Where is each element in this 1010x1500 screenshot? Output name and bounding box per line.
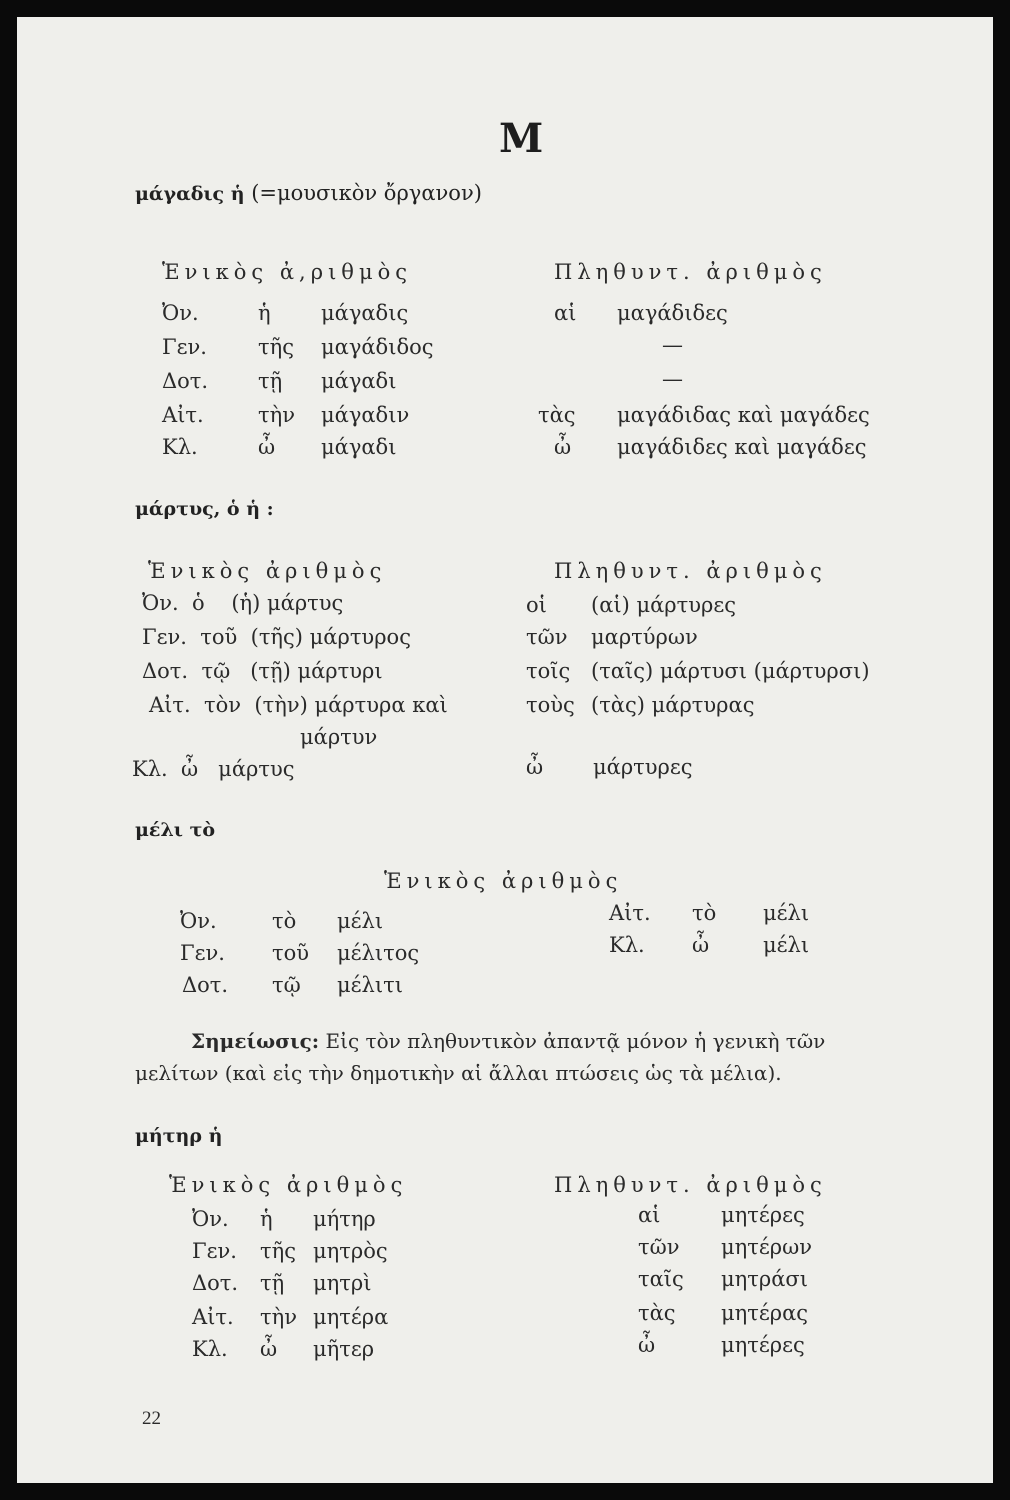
case-label: Γεν. <box>162 335 207 359</box>
plural-article: αἱ <box>554 301 577 325</box>
singular-form: μητρὸς <box>313 1239 388 1263</box>
plural-article: ὦ <box>554 435 572 459</box>
plural-article: τοὺς <box>526 693 575 717</box>
page-number: 22 <box>142 1408 161 1429</box>
entry-lemma: μέλι τὸ <box>135 819 216 841</box>
singular-row: Κλ. ὦ μάρτυς <box>132 757 295 781</box>
plural-article: τῶν <box>638 1235 680 1259</box>
singular-form: μάγαδις <box>321 301 409 325</box>
article: ἡ <box>258 301 271 325</box>
article: τῆς <box>260 1239 296 1263</box>
article: τὸ <box>692 901 717 925</box>
plural-title: Πληθυντ. ἀριθμὸς <box>554 260 827 284</box>
plural-article: τοῖς <box>526 659 571 683</box>
plural-form: μητέρες <box>721 1203 805 1227</box>
page <box>17 17 993 1483</box>
plural-title: Πληθυντ. ἀριθμὸς <box>554 559 827 583</box>
singular-continuation: μάρτυν <box>300 725 378 749</box>
plural-article: αἱ <box>638 1203 661 1227</box>
singular-form: μάγαδιν <box>321 403 410 427</box>
entry-gloss: (=μουσικὸν ὄργανον) <box>251 181 482 205</box>
plural-form: μαγάδιδες <box>617 301 728 325</box>
plural-article: τῶν <box>526 625 568 649</box>
article: τὸ <box>272 909 297 933</box>
plural-form-dash: — <box>662 367 683 391</box>
case-label: Αἰτ. <box>609 901 651 925</box>
plural-article: τὰς <box>538 403 576 427</box>
plural-form: μητέρες <box>721 1333 805 1357</box>
singular-row: Αἰτ. τὸν (τὴν) μάρτυρα καὶ <box>149 693 448 717</box>
note-line <box>191 1029 825 1053</box>
case-label: Δοτ. <box>162 369 209 393</box>
article: ὦ <box>260 1337 278 1361</box>
plural-form: μητέρας <box>721 1301 809 1325</box>
singular-form: μέλι <box>337 909 384 933</box>
entry-heading <box>135 181 482 205</box>
case-label: Κλ. <box>192 1337 228 1361</box>
plural-article: ταῖς <box>638 1267 684 1291</box>
case-label: Κλ. <box>609 933 645 957</box>
case-label: Γεν. <box>192 1239 237 1263</box>
plural-form: μάρτυρες <box>593 755 693 779</box>
plural-form: μαγάδιδες καὶ μαγάδες <box>617 435 867 459</box>
plural-article: τὰς <box>638 1301 676 1325</box>
case-label: Δοτ. <box>182 973 229 997</box>
singular-form: μέλιτος <box>337 941 420 965</box>
case-label: Αἰτ. <box>162 403 204 427</box>
plural-article: οἱ <box>526 593 547 617</box>
singular-form: μῆτερ <box>313 1337 375 1361</box>
plural-form-dash: — <box>662 333 683 357</box>
singular-form: μάγαδι <box>321 435 397 459</box>
singular-title: Ἑνικὸς ἀριθμὸς <box>384 869 623 893</box>
singular-title: Ἑνικὸς ἀριθμὸς <box>148 559 387 583</box>
article: τῇ <box>258 369 283 393</box>
singular-form: μητέρα <box>313 1305 389 1329</box>
singular-row: Δοτ. τῷ (τῇ) μάρτυρι <box>142 659 383 683</box>
case-label: Ὀν. <box>162 301 199 325</box>
plural-form: μαρτύρων <box>591 625 698 649</box>
article: τῇ <box>260 1271 285 1295</box>
singular-form: μάγαδι <box>321 369 397 393</box>
note-label: Σημείωσις: <box>191 1029 320 1053</box>
entry-lemma: μάγαδις ἡ <box>135 183 245 205</box>
entry-lemma: μάρτυς, ὁ ἡ : <box>135 498 274 520</box>
plural-form: μητέρων <box>721 1235 812 1259</box>
case-label: Ὀν. <box>192 1207 229 1231</box>
singular-title: Ἑνικὸς ἀ,ριθμὸς <box>162 260 413 284</box>
article: ἡ <box>260 1207 273 1231</box>
section-letter: Μ <box>499 115 544 162</box>
singular-title: Ἑνικὸς ἀριθμὸς <box>169 1173 408 1197</box>
singular-row: Γεν. τοῦ (τῆς) μάρτυρος <box>142 625 411 649</box>
article: τὴν <box>258 403 295 427</box>
singular-row: Ὀν. ὁ (ἡ) μάρτυς <box>142 591 344 615</box>
case-label: Ὀν. <box>180 909 217 933</box>
article: ὦ <box>692 933 710 957</box>
case-label: Γεν. <box>180 941 225 965</box>
singular-form: μέλι <box>763 901 810 925</box>
entry-lemma: μήτηρ ἡ <box>135 1125 223 1147</box>
plural-article: ὦ <box>638 1333 656 1357</box>
note-text: Εἰς τὸν πληθυντικὸν ἀπαντᾷ μόνον ἡ γενικὴ τῶν <box>325 1029 826 1053</box>
note-line: μελίτων (καὶ εἰς τὴν δημοτικὴν αἱ ἄλλαι πτώσεις ὡς τὰ μέλια). <box>135 1061 782 1085</box>
singular-form: μέλιτι <box>337 973 403 997</box>
article: τοῦ <box>272 941 310 965</box>
case-label: Αἰτ. <box>192 1305 234 1329</box>
singular-form: μήτηρ <box>313 1207 376 1231</box>
plural-form: (ταῖς) μάρτυσι (μάρτυρσι) <box>591 659 870 683</box>
article: τῆς <box>258 335 294 359</box>
plural-title: Πληθυντ. ἀριθμὸς <box>554 1173 827 1197</box>
singular-form: μητρὶ <box>313 1271 372 1295</box>
article: τὴν <box>260 1305 297 1329</box>
plural-form: μητράσι <box>721 1267 808 1291</box>
plural-form: (αἱ) μάρτυρες <box>591 593 737 617</box>
article: ὦ <box>258 435 276 459</box>
singular-form: μέλι <box>763 933 810 957</box>
article: τῷ <box>272 973 301 997</box>
singular-form: μαγάδιδος <box>321 335 434 359</box>
plural-form: μαγάδιδας καὶ μαγάδες <box>617 403 870 427</box>
case-label: Δοτ. <box>192 1271 239 1295</box>
plural-form: (τὰς) μάρτυρας <box>591 693 755 717</box>
plural-article: ὦ <box>526 755 544 779</box>
case-label: Κλ. <box>162 435 198 459</box>
